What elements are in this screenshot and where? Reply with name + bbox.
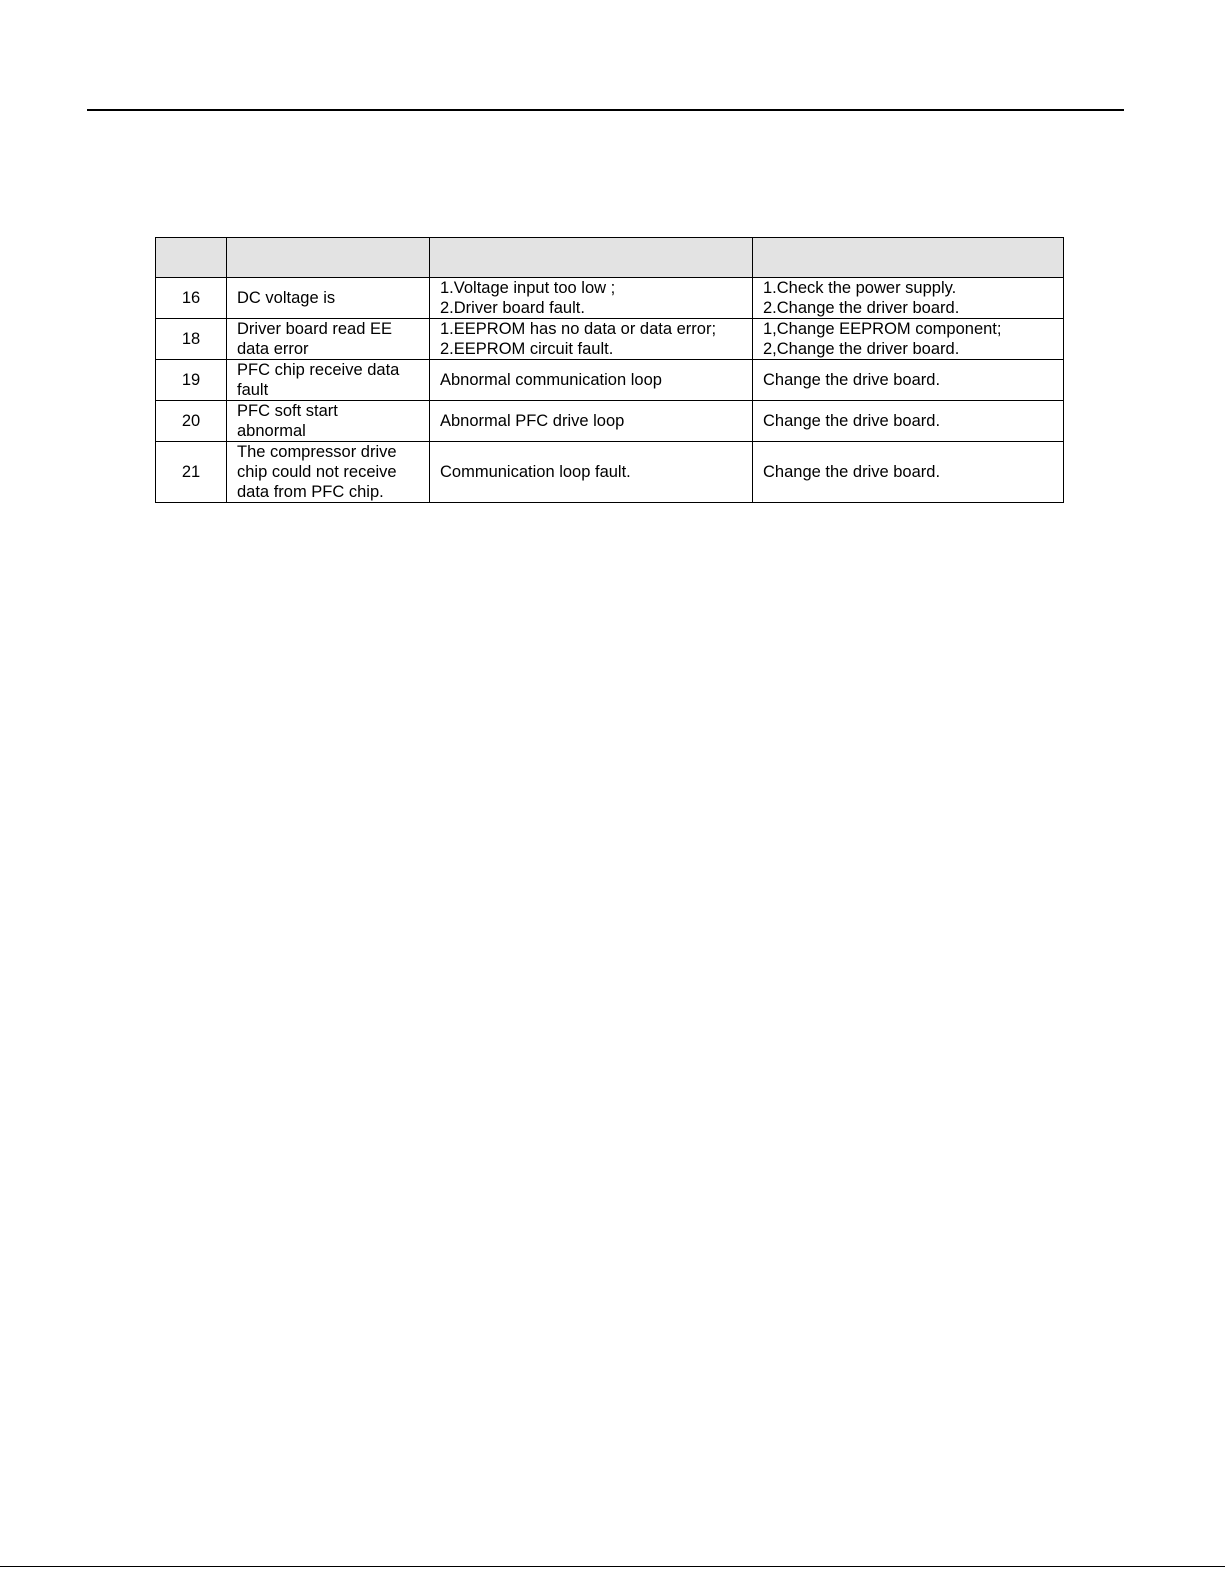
cell-reason: Abnormal PFC drive loop	[430, 401, 753, 442]
table-header-row	[156, 238, 1064, 278]
header-cell-reason	[430, 238, 753, 278]
cell-reason: 1.Voltage input too low ; 2.Driver board fault.	[430, 278, 753, 319]
header-cell-fault	[227, 238, 430, 278]
table-row	[156, 360, 1064, 401]
cell-solution: Change the drive board.	[753, 442, 1064, 503]
cell-fault: PFC soft start abnormal	[227, 401, 430, 442]
table-row	[156, 442, 1064, 503]
cell-solution: Change the drive board.	[753, 360, 1064, 401]
cell-code: 16	[156, 278, 227, 319]
cell-reason: Abnormal communication loop	[430, 360, 753, 401]
cell-code: 18	[156, 319, 227, 360]
table-row	[156, 278, 1064, 319]
cell-code: 19	[156, 360, 227, 401]
cell-fault: The compressor drive chip could not receive data from PFC chip.	[227, 442, 430, 503]
cell-fault: Driver board read EE data error	[227, 319, 430, 360]
table-row	[156, 319, 1064, 360]
table-row	[156, 401, 1064, 442]
header-cell-code	[156, 238, 227, 278]
fault-code-table	[155, 237, 1064, 503]
cell-reason: 1.EEPROM has no data or data error; 2.EEPROM circuit fault.	[430, 319, 753, 360]
header-cell-solution	[753, 238, 1064, 278]
cell-fault: DC voltage is	[227, 278, 430, 319]
cell-solution: 1.Check the power supply. 2.Change the driver board.	[753, 278, 1064, 319]
footer-rule	[0, 1566, 1225, 1567]
cell-code: 20	[156, 401, 227, 442]
header-rule	[87, 109, 1124, 111]
cell-reason: Communication loop fault.	[430, 442, 753, 503]
cell-solution: Change the drive board.	[753, 401, 1064, 442]
cell-solution: 1,Change EEPROM component; 2,Change the driver board.	[753, 319, 1064, 360]
cell-code: 21	[156, 442, 227, 503]
cell-fault: PFC chip receive data fault	[227, 360, 430, 401]
